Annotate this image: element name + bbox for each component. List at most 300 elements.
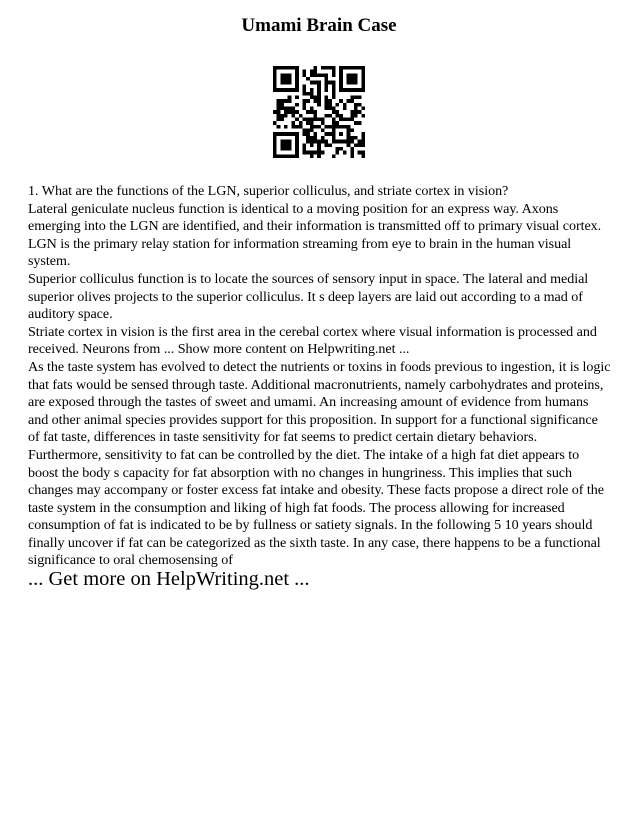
qr-module (306, 99, 310, 103)
qr-module (350, 140, 354, 144)
qr-module (295, 125, 299, 129)
qr-module (361, 132, 365, 136)
qr-module (313, 99, 317, 103)
qr-module (306, 121, 310, 125)
qr-module (361, 140, 365, 144)
qr-module (302, 99, 306, 103)
qr-module (302, 143, 306, 147)
qr-module (273, 140, 277, 144)
qr-module (284, 106, 288, 110)
qr-module (310, 140, 314, 144)
qr-module (280, 99, 284, 103)
qr-module (317, 99, 321, 103)
qr-module (302, 92, 306, 96)
qr-module (277, 106, 281, 110)
qr-module (347, 77, 351, 81)
qr-module (295, 103, 299, 107)
qr-module (336, 114, 340, 118)
qr-module (277, 118, 281, 122)
qr-module (310, 143, 314, 147)
qr-module (280, 103, 284, 107)
qr-module (291, 154, 295, 158)
qr-module (325, 125, 329, 129)
qr-module (321, 136, 325, 140)
qr-module (288, 81, 292, 85)
qr-module (358, 95, 362, 99)
qr-module (336, 151, 340, 155)
qr-module (280, 140, 284, 144)
qr-module (284, 132, 288, 136)
qr-module (336, 121, 340, 125)
qr-module (288, 110, 292, 114)
qr-module (302, 84, 306, 88)
qr-module (277, 88, 281, 92)
qr-module (350, 81, 354, 85)
qr-module (339, 77, 343, 81)
qr-module (339, 99, 343, 103)
qr-module (317, 88, 321, 92)
qr-module (328, 99, 332, 103)
qr-module (361, 106, 365, 110)
qr-module (295, 143, 299, 147)
qr-module (350, 151, 354, 155)
qr-module (358, 151, 362, 155)
qr-module (284, 73, 288, 77)
paragraph-striate-cortex: Striate cortex in vision is the first area in the cerebal cortex where visual information is processed and received. Neurons from ... Show more content on Helpwriting.net ... (28, 323, 597, 358)
qr-module (325, 103, 329, 107)
qr-module (302, 132, 306, 136)
qr-module (325, 73, 329, 77)
qr-module (302, 106, 306, 110)
qr-module (313, 151, 317, 155)
qr-module (317, 118, 321, 122)
qr-module (325, 77, 329, 81)
qr-module (361, 151, 365, 155)
qr-module (339, 84, 343, 88)
qr-module (313, 114, 317, 118)
qr-module (291, 125, 295, 129)
qr-module (280, 154, 284, 158)
qr-module (332, 121, 336, 125)
qr-module (284, 143, 288, 147)
qr-module (321, 129, 325, 133)
qr-module (347, 132, 351, 136)
qr-module (354, 95, 358, 99)
qr-module (317, 147, 321, 151)
article-body (28, 183, 612, 570)
qr-module (347, 143, 351, 147)
qr-module (302, 103, 306, 107)
qr-module (310, 110, 314, 114)
qr-module (361, 136, 365, 140)
qr-module (284, 81, 288, 85)
qr-module (291, 66, 295, 70)
qr-module (310, 151, 314, 155)
qr-module (302, 147, 306, 151)
qr-module (336, 140, 340, 144)
qr-module (347, 88, 351, 92)
qr-module (284, 147, 288, 151)
qr-module (358, 88, 362, 92)
paragraph-lgn: Lateral geniculate nucleus function is identical to a moving position for an express way. Axons emerging into the LGN are identified, and their information is transmitted off to primary visual cortex. LGN is the primary relay station for information streaming from eye to brain in the human visual system. (28, 200, 602, 270)
qr-module (354, 110, 358, 114)
qr-module (328, 103, 332, 107)
qr-module (354, 103, 358, 107)
qr-module (350, 129, 354, 133)
qr-module (277, 154, 281, 158)
qr-module (332, 125, 336, 129)
qr-module (361, 77, 365, 81)
qr-module (273, 77, 277, 81)
qr-module (313, 81, 317, 85)
qr-module (328, 125, 332, 129)
qr-module (354, 136, 358, 140)
qr-module (273, 110, 277, 114)
qr-module (310, 88, 314, 92)
qr-module (354, 88, 358, 92)
qr-module (350, 147, 354, 151)
qr-module (295, 73, 299, 77)
qr-module (361, 73, 365, 77)
qr-module (328, 143, 332, 147)
qr-module (306, 118, 310, 122)
qr-module (339, 125, 343, 129)
qr-module (280, 143, 284, 147)
qr-module (361, 114, 365, 118)
qr-module (325, 88, 329, 92)
qr-module (306, 92, 310, 96)
qr-module (332, 81, 336, 85)
qr-module (343, 106, 347, 110)
qr-module (325, 95, 329, 99)
qr-module (332, 73, 336, 77)
qr-module (310, 118, 314, 122)
qr-module (299, 125, 303, 129)
qr-module (336, 147, 340, 151)
qr-module (317, 92, 321, 96)
qr-module (273, 81, 277, 85)
qr-module (306, 110, 310, 114)
qr-module (350, 95, 354, 99)
qr-module (310, 125, 314, 129)
qr-module (343, 103, 347, 107)
qr-module (291, 121, 295, 125)
qr-module (291, 114, 295, 118)
qr-module (325, 84, 329, 88)
qr-module (306, 136, 310, 140)
qr-module (350, 99, 354, 103)
qr-module (299, 114, 303, 118)
qr-module (302, 118, 306, 122)
qr-module (347, 129, 351, 133)
qr-module (317, 143, 321, 147)
qr-module (354, 114, 358, 118)
qr-module (325, 106, 329, 110)
qr-module (332, 110, 336, 114)
qr-module (295, 110, 299, 114)
qr-module (343, 118, 347, 122)
qr-module (339, 70, 343, 74)
qr-module (332, 136, 336, 140)
qr-module (284, 140, 288, 144)
qr-module (347, 73, 351, 77)
qr-module (321, 118, 325, 122)
qr-module (280, 81, 284, 85)
qr-module (339, 140, 343, 144)
qr-module (313, 136, 317, 140)
qr-module (313, 95, 317, 99)
qr-module (310, 106, 314, 110)
qr-module (284, 77, 288, 81)
qr-module (288, 140, 292, 144)
qr-module (350, 118, 354, 122)
qr-module (280, 118, 284, 122)
qr-module (361, 143, 365, 147)
qr-module (328, 114, 332, 118)
qr-module (347, 125, 351, 129)
qr-module (332, 154, 336, 158)
qr-module (273, 88, 277, 92)
qr-module (313, 140, 317, 144)
qr-module (302, 70, 306, 74)
qr-module (288, 77, 292, 81)
qr-module (332, 92, 336, 96)
qr-module (288, 95, 292, 99)
qr-module (288, 143, 292, 147)
paragraph-fat-taste: As the taste system has evolved to detect the nutrients or toxins in foods previous to ingestion, it is logic that fats would be sensed through taste. Additional macronutrients, namely carbohydrates and proteins, are exposed through the tastes of sweet and umami. An increasing amount of evidence from humans and other animal species provides support for this proposition. In support for a functional significance of fat taste, differences in taste sensitivity for fat seems to predict certain dietary behaviors. Furthermore, sensitivity to fat can be controlled by the diet. The intake of a high fat diet appears to boost the body s capacity for fat absorption with no changes in hungriness. This implies that such changes may accompany or foster excess fat intake and obesity. These facts propose a direct role of the taste system in the consumption and liking of high fat foods. The process allowing for increased consumption of fat is indicated to be by fullness or satiety signals. In the following 5 10 years should finally uncover if fat can be categorized as the sixth taste. In any case, there happens to be a functional significance to oral chemosensing of (28, 358, 611, 569)
qr-module (277, 99, 281, 103)
qr-module (321, 140, 325, 144)
qr-module (306, 140, 310, 144)
qr-module (332, 84, 336, 88)
qr-module (295, 151, 299, 155)
qr-module (325, 99, 329, 103)
qr-module (313, 125, 317, 129)
qr-module (273, 154, 277, 158)
qr-module (273, 143, 277, 147)
qr-module (302, 88, 306, 92)
qr-module (288, 132, 292, 136)
qr-module (350, 114, 354, 118)
qr-module (288, 154, 292, 158)
qr-module (302, 129, 306, 133)
qr-module (350, 154, 354, 158)
qr-module (358, 66, 362, 70)
qr-module (358, 140, 362, 144)
qr-module (291, 88, 295, 92)
qr-module (277, 110, 281, 114)
qr-module (350, 73, 354, 77)
qr-module (280, 114, 284, 118)
qr-module (310, 92, 314, 96)
qr-module (273, 136, 277, 140)
qr-module (336, 103, 340, 107)
qr-module (350, 66, 354, 70)
qr-module (350, 77, 354, 81)
qr-module (273, 121, 277, 125)
qr-module (347, 81, 351, 85)
qr-module (288, 88, 292, 92)
qr-module (325, 143, 329, 147)
qr-module (332, 106, 336, 110)
qr-module (284, 114, 288, 118)
qr-module (339, 114, 343, 118)
qr-module (354, 106, 358, 110)
qr-module (332, 132, 336, 136)
qr-module (284, 125, 288, 129)
qr-module (361, 154, 365, 158)
qr-module (295, 77, 299, 81)
qr-module (284, 110, 288, 114)
qr-module (347, 140, 351, 144)
qr-module (295, 136, 299, 140)
qr-module (284, 99, 288, 103)
qr-module (310, 73, 314, 77)
qr-module (347, 118, 351, 122)
qr-module (339, 66, 343, 70)
qr-module (313, 110, 317, 114)
qr-module (325, 140, 329, 144)
qr-module (295, 95, 299, 99)
qr-module (317, 95, 321, 99)
qr-module (317, 73, 321, 77)
qr-module (321, 73, 325, 77)
page-title: Umami Brain Case (241, 15, 397, 36)
qr-module (299, 121, 303, 125)
qr-code-graphic (273, 66, 365, 158)
qr-module (343, 140, 347, 144)
qr-module (273, 70, 277, 74)
qr-module (313, 66, 317, 70)
qr-module (291, 110, 295, 114)
qr-module (302, 151, 306, 155)
qr-module (310, 121, 314, 125)
qr-module (343, 88, 347, 92)
qr-module (361, 70, 365, 74)
qr-module (306, 132, 310, 136)
qr-code-image (273, 66, 365, 158)
qr-module (361, 88, 365, 92)
qr-module (313, 70, 317, 74)
qr-module (310, 136, 314, 140)
qr-module (295, 66, 299, 70)
qr-module (332, 129, 336, 133)
qr-module (354, 81, 358, 85)
qr-module (325, 81, 329, 85)
qr-module (273, 151, 277, 155)
qr-module (328, 106, 332, 110)
qr-module (288, 106, 292, 110)
qr-module (280, 73, 284, 77)
qr-module (332, 140, 336, 144)
qr-module (288, 99, 292, 103)
qr-module (336, 125, 340, 129)
qr-module (343, 66, 347, 70)
qr-module (321, 151, 325, 155)
qr-module (332, 70, 336, 74)
qr-module (350, 110, 354, 114)
qr-module (354, 143, 358, 147)
qr-module (361, 81, 365, 85)
qr-module (295, 140, 299, 144)
qr-module (306, 151, 310, 155)
qr-module (361, 66, 365, 70)
qr-module (280, 88, 284, 92)
qr-module (350, 88, 354, 92)
qr-module (332, 118, 336, 122)
get-more-link[interactable]: ... Get more on HelpWriting.net ... (28, 568, 310, 590)
qr-module (295, 84, 299, 88)
qr-module (280, 66, 284, 70)
qr-module (273, 132, 277, 136)
qr-module (288, 147, 292, 151)
qr-module (288, 73, 292, 77)
qr-module (325, 114, 329, 118)
qr-module (313, 73, 317, 77)
qr-module (336, 110, 340, 114)
qr-module (273, 73, 277, 77)
qr-module (317, 103, 321, 107)
qr-module (310, 129, 314, 133)
qr-module (306, 129, 310, 133)
qr-module (295, 132, 299, 136)
qr-module (325, 66, 329, 70)
qr-module (321, 121, 325, 125)
paragraph-superior-colliculus: Superior colliculus function is to locate the sources of sensory input in space. The lateral and medial superior olives projects to the superior colliculus. It s deep layers are laid out according to a mad of auditory space. (28, 270, 589, 323)
qr-module (358, 121, 362, 125)
qr-module (277, 103, 281, 107)
qr-module (295, 70, 299, 74)
qr-module (317, 125, 321, 129)
qr-module (313, 132, 317, 136)
qr-module (339, 147, 343, 151)
qr-module (317, 154, 321, 158)
qr-module (295, 154, 299, 158)
qr-module (310, 154, 314, 158)
qr-module (280, 147, 284, 151)
qr-module (347, 99, 351, 103)
qr-module (277, 132, 281, 136)
qr-module (339, 132, 343, 136)
qr-module (295, 118, 299, 122)
qr-module (332, 66, 336, 70)
qr-module (280, 77, 284, 81)
qr-module (288, 66, 292, 70)
qr-module (280, 106, 284, 110)
qr-module (310, 70, 314, 74)
qr-module (273, 84, 277, 88)
qr-module (347, 136, 351, 140)
qr-module (328, 132, 332, 136)
qr-module (284, 66, 288, 70)
qr-module (354, 73, 358, 77)
qr-module (291, 106, 295, 110)
qr-module (317, 140, 321, 144)
qr-module (325, 132, 329, 136)
qr-module (358, 110, 362, 114)
qr-module (339, 81, 343, 85)
qr-module (354, 77, 358, 81)
qr-module (339, 88, 343, 92)
qr-module (354, 66, 358, 70)
qr-module (354, 121, 358, 125)
qr-module (332, 88, 336, 92)
qr-module (295, 88, 299, 92)
qr-module (284, 154, 288, 158)
qr-module (358, 103, 362, 107)
qr-module (343, 151, 347, 155)
qr-module (343, 125, 347, 129)
